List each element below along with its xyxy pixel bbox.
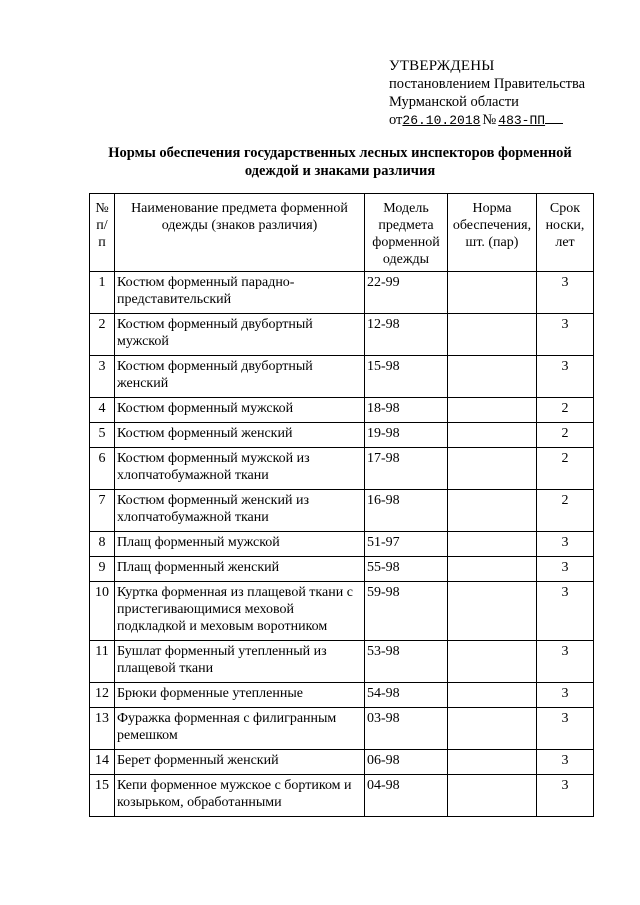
cell-norm [448, 398, 537, 423]
table-row [90, 448, 594, 490]
cell-model: 12-98 [365, 314, 448, 356]
cell-norm [448, 582, 537, 641]
cell-model: 03-98 [365, 708, 448, 750]
cell-term: 3 [537, 750, 594, 775]
cell-term: 2 [537, 398, 594, 423]
cell-name: Костюм форменный мужской [115, 398, 365, 423]
cell-num: 14 [90, 750, 115, 775]
cell-num: 3 [90, 356, 115, 398]
cell-model: 51-97 [365, 532, 448, 557]
approval-number: 483-ПП [498, 113, 546, 128]
cell-name: Бушлат форменный утепленный из плащевой ткани [115, 641, 365, 683]
cell-term: 3 [537, 775, 594, 817]
cell-norm [448, 272, 537, 314]
title-line-1: Нормы обеспечения государственных лесных инспекторов форменной [108, 145, 572, 161]
header-term: Срок носки, лет [537, 194, 594, 272]
header-name: Наименование предмета форменной одежды (знаков различия) [115, 194, 365, 272]
approval-line-2: Мурманской области [389, 94, 519, 110]
cell-num: 9 [90, 557, 115, 582]
cell-norm [448, 683, 537, 708]
cell-model: 17-98 [365, 448, 448, 490]
cell-norm [448, 641, 537, 683]
cell-norm [448, 750, 537, 775]
table-row [90, 582, 594, 641]
table-row [90, 272, 594, 314]
cell-name: Куртка форменная из плащевой ткани с пристегивающимися меховой подкладкой и меховым воротником [115, 582, 365, 641]
cell-name: Плащ форменный мужской [115, 532, 365, 557]
cell-model: 22-99 [365, 272, 448, 314]
document-title [60, 144, 620, 180]
cell-term: 2 [537, 490, 594, 532]
cell-name: Берет форменный женский [115, 750, 365, 775]
cell-term: 3 [537, 582, 594, 641]
approval-date-line [389, 111, 585, 130]
cell-term: 2 [537, 448, 594, 490]
cell-num: 2 [90, 314, 115, 356]
approval-line-1: постановлением Правительства [389, 76, 586, 92]
cell-num: 10 [90, 582, 115, 641]
cell-name: Костюм форменный мужской из хлопчатобумажной ткани [115, 448, 365, 490]
date-prefix: от [389, 112, 403, 128]
cell-model: 53-98 [365, 641, 448, 683]
cell-num: 15 [90, 775, 115, 817]
approval-block [389, 57, 585, 130]
table-row [90, 356, 594, 398]
cell-norm [448, 490, 537, 532]
cell-term: 3 [537, 557, 594, 582]
cell-num: 11 [90, 641, 115, 683]
table-row [90, 557, 594, 582]
cell-model: 16-98 [365, 490, 448, 532]
cell-num: 5 [90, 423, 115, 448]
cell-name: Кепи форменное мужское с бортиком и козырьком, обработанными [115, 775, 365, 817]
underline-tail [545, 111, 563, 124]
cell-name: Костюм форменный женский из хлопчатобумажной ткани [115, 490, 365, 532]
table-row [90, 775, 594, 817]
cell-term: 3 [537, 532, 594, 557]
cell-model: 06-98 [365, 750, 448, 775]
table-row [90, 641, 594, 683]
cell-norm [448, 448, 537, 490]
cell-term: 3 [537, 272, 594, 314]
approval-date: 26.10.2018 [402, 113, 481, 128]
cell-model: 19-98 [365, 423, 448, 448]
cell-term: 3 [537, 641, 594, 683]
cell-term: 3 [537, 683, 594, 708]
cell-num: 12 [90, 683, 115, 708]
cell-num: 1 [90, 272, 115, 314]
cell-model: 04-98 [365, 775, 448, 817]
norms-table [89, 193, 594, 817]
cell-name: Костюм форменный двубортный мужской [115, 314, 365, 356]
cell-norm [448, 708, 537, 750]
cell-name: Брюки форменные утепленные [115, 683, 365, 708]
cell-model: 59-98 [365, 582, 448, 641]
table-header-row [90, 194, 594, 272]
cell-num: 13 [90, 708, 115, 750]
cell-term: 3 [537, 314, 594, 356]
table-row [90, 398, 594, 423]
cell-norm [448, 557, 537, 582]
cell-norm [448, 356, 537, 398]
cell-name: Плащ форменный женский [115, 557, 365, 582]
cell-num: 7 [90, 490, 115, 532]
cell-num: 8 [90, 532, 115, 557]
cell-norm [448, 775, 537, 817]
table-row [90, 708, 594, 750]
cell-term: 2 [537, 423, 594, 448]
table-row [90, 314, 594, 356]
table-row [90, 490, 594, 532]
number-sign: № [482, 112, 497, 128]
table-row [90, 750, 594, 775]
cell-term: 3 [537, 356, 594, 398]
cell-name: Фуражка форменная с филигранным ремешком [115, 708, 365, 750]
title-line-2: одеждой и знаками различия [244, 163, 436, 179]
approved-heading: УТВЕРЖДЕНЫ [389, 58, 495, 74]
cell-name: Костюм форменный двубортный женский [115, 356, 365, 398]
header-norm: Норма обеспечения, шт. (пар) [448, 194, 537, 272]
cell-model: 55-98 [365, 557, 448, 582]
cell-term: 3 [537, 708, 594, 750]
cell-model: 18-98 [365, 398, 448, 423]
table-row [90, 683, 594, 708]
table-row [90, 423, 594, 448]
table-row [90, 532, 594, 557]
cell-norm [448, 423, 537, 448]
cell-name: Костюм форменный парадно-представительский [115, 272, 365, 314]
cell-model: 54-98 [365, 683, 448, 708]
header-num: № п/п [90, 194, 115, 272]
cell-norm [448, 532, 537, 557]
cell-name: Костюм форменный женский [115, 423, 365, 448]
cell-num: 6 [90, 448, 115, 490]
header-model: Модель предмета форменной одежды [365, 194, 448, 272]
cell-model: 15-98 [365, 356, 448, 398]
cell-norm [448, 314, 537, 356]
table-body [90, 272, 594, 817]
cell-num: 4 [90, 398, 115, 423]
